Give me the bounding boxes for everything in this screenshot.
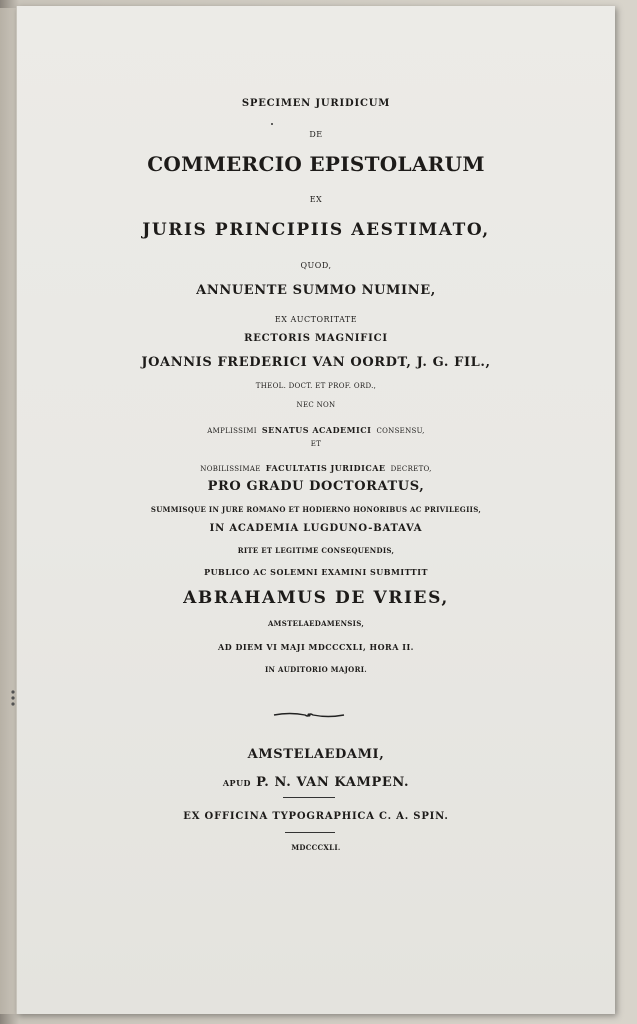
consensu-word: CONSENSU, [376, 427, 425, 435]
facultatis-words: FACULTATIS JURIDICAE [265, 463, 386, 473]
ornament-divider [272, 711, 346, 719]
publico-line: PUBLICO AC SOLEMNI EXAMINI SUBMITTIT [204, 567, 428, 577]
rectoris-line: RECTORIS MAGNIFICI [244, 333, 388, 344]
nec-non-line: NEC NON [296, 401, 336, 409]
date-line: AD DIEM VI MAJI MDCCCXLI, HORA II. [218, 642, 414, 652]
decreto-word: DECRETO, [390, 465, 432, 473]
printer-line: EX OFFICINA TYPOGRAPHICA C. A. SPIN. [183, 811, 449, 822]
imprint-city: AMSTELAEDAMI, [247, 747, 385, 762]
auctoritate-line: EX AUCTORITATE [274, 315, 358, 324]
nobilissimae-word: NOBILISSIMAE [200, 465, 261, 473]
quod-line: QUOD, [300, 261, 332, 270]
de-line: DE [309, 130, 323, 139]
annuente-line: ANNUENTE SUMMO NUMINE, [196, 283, 436, 298]
senatus-line [17, 420, 615, 436]
imprint-rule-1 [283, 797, 335, 798]
year-line: MDCCCXLI. [291, 843, 341, 852]
specimen-line: SPECIMEN JURIDICUM [241, 98, 391, 109]
amstelaedamensis-line: AMSTELAEDAMENSIS, [267, 619, 365, 628]
main-title: COMMERCIO EPISTOLARUM [147, 152, 485, 176]
subtitle-line: JURIS PRINCIPIIS AESTIMATO, [142, 220, 490, 240]
author-name: ABRAHAMUS DE VRIES, [183, 588, 449, 608]
summisque-line: SUMMISQUE IN JURE ROMANO ET HODIERNO HONORIBUS AC PRIVILEGIIS, [150, 505, 482, 514]
apud-word: APUD [222, 778, 251, 788]
publisher-name: P. N. VAN KAMPEN. [256, 775, 410, 790]
imprint-publisher-line [17, 773, 615, 789]
auditorio-line: IN AUDITORIO MAJORI. [264, 665, 368, 674]
senatus-words: SENATUS ACADEMICI [261, 425, 372, 435]
imprint-rule-2 [285, 832, 335, 833]
title-page [16, 6, 615, 1014]
facultatis-line [17, 458, 615, 474]
rector-title-line: THEOL. DOCT. ET PROF. ORD., [255, 382, 377, 390]
rite-line: RITE ET LEGITIME CONSEQUENDIS, [237, 546, 395, 555]
rector-name-line: JOANNIS FREDERICI VAN OORDT, J. G. FIL., [141, 355, 491, 370]
et-line: ET [310, 440, 322, 448]
pro-gradu-line: PRO GRADU DOCTORATUS, [207, 479, 425, 494]
academia-line: IN ACADEMIA LUGDUNO-BATAVA [209, 523, 423, 534]
amplissimi-word: AMPLISSIMI [207, 427, 257, 435]
ex-line: EX [309, 195, 323, 204]
ink-dot [271, 123, 273, 125]
